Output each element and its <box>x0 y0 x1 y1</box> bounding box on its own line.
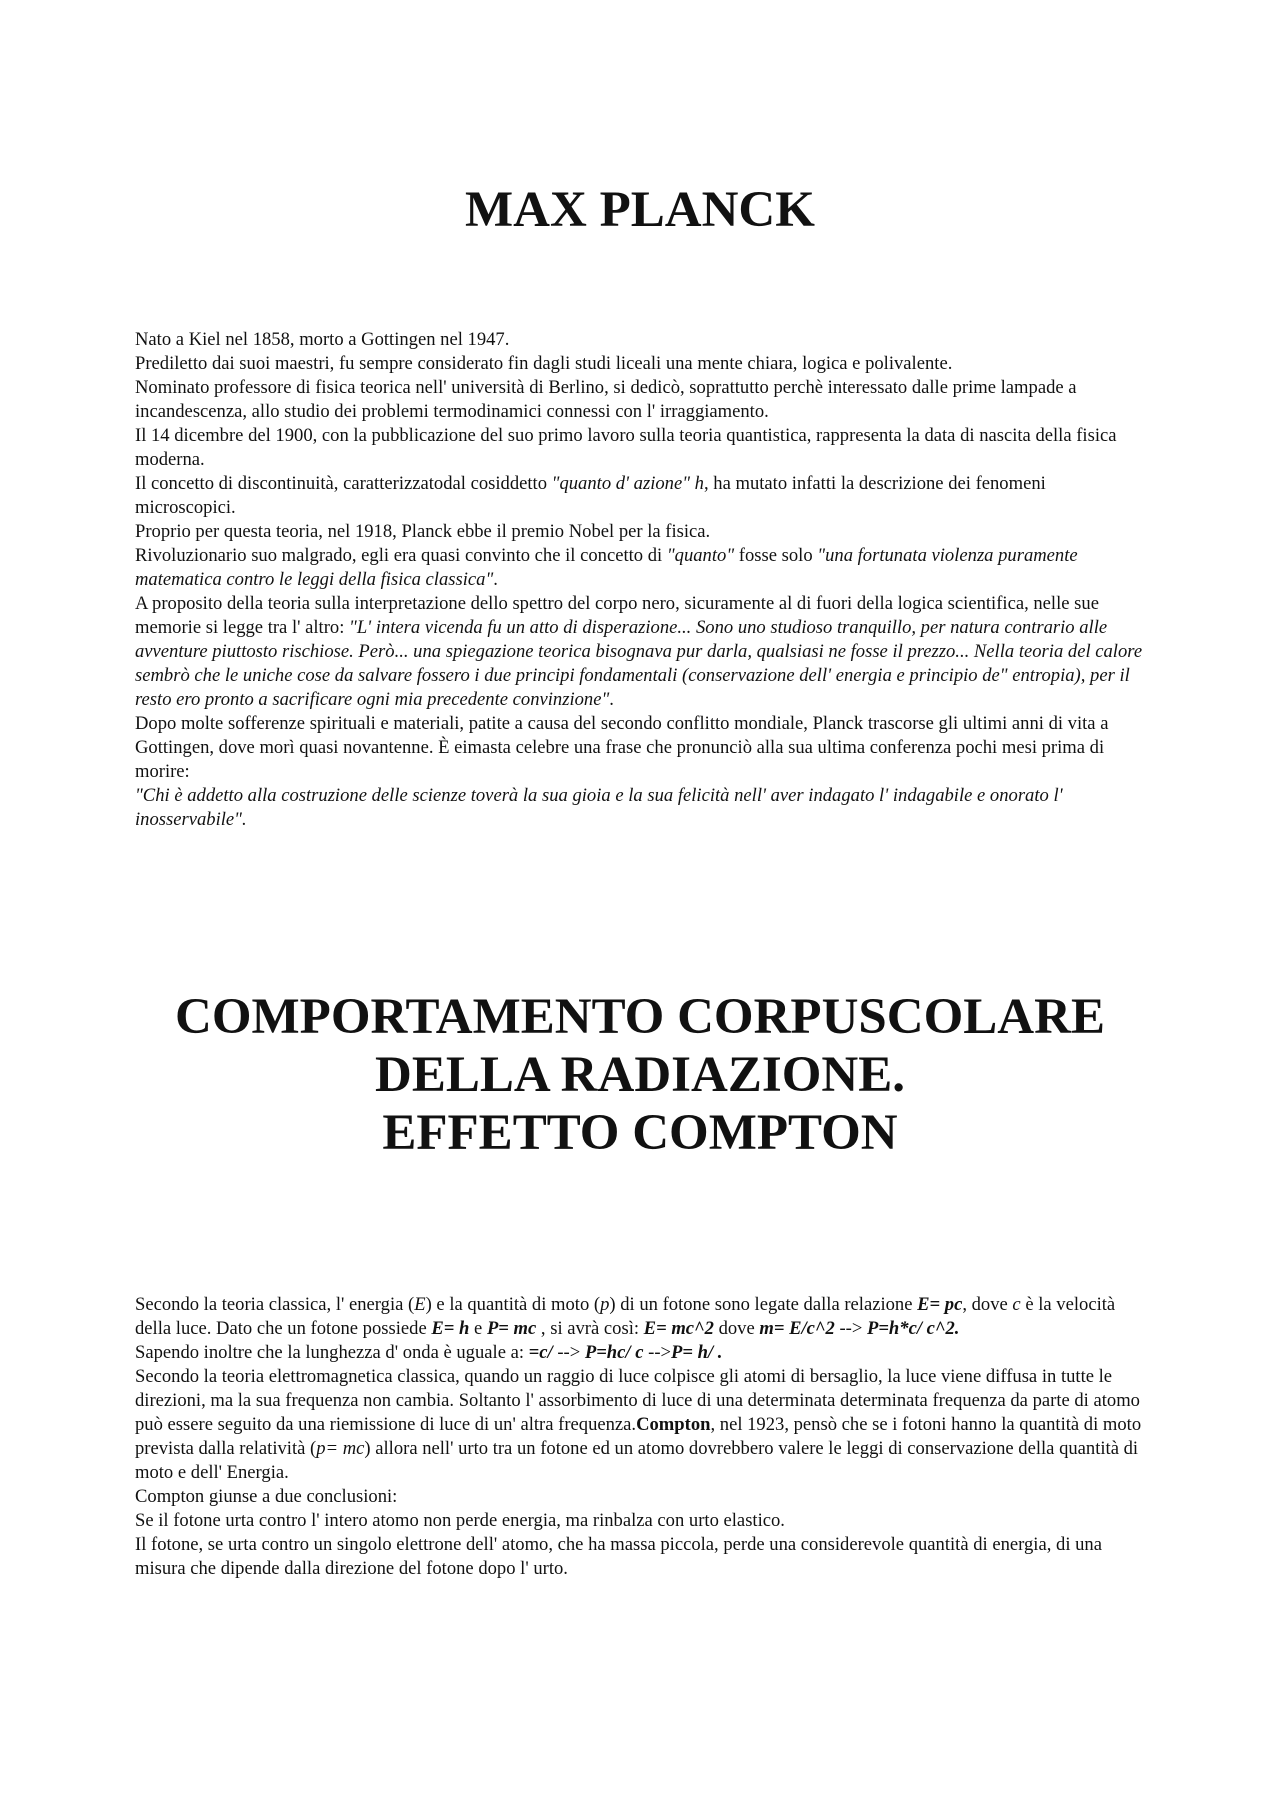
planck-paragraph-6: Proprio per questa teoria, nel 1918, Planck ebbe il premio Nobel per la fisica. <box>135 521 711 542</box>
text-run: fosse solo <box>734 545 818 566</box>
italic-run: E <box>414 1294 426 1315</box>
text-run: Secondo la teoria classica, l' energia ( <box>135 1294 415 1315</box>
planck-section <box>135 328 1145 832</box>
formula-run: m= E/c^2 <box>759 1318 835 1339</box>
title-effetto-compton <box>0 988 1280 1162</box>
formula-run: =c/ <box>528 1342 553 1363</box>
text-run: --> <box>643 1342 672 1363</box>
text-run: , nel 1923, pensò che se i fotoni hanno la quantità di moto prevista dalla relatività ( <box>135 1414 1142 1459</box>
text-run: e <box>469 1318 487 1339</box>
formula-run: P=h*c/ c^2. <box>866 1318 960 1339</box>
formula-run: P= h/ . <box>671 1342 723 1363</box>
italic-run: p <box>600 1294 610 1315</box>
italic-run: p= mc <box>316 1438 365 1459</box>
text-run: ) allora nell' urto tra un fotone ed un atomo dovrebbero valere le leggi di conservazione della quantità di moto e dell' Energia. <box>135 1438 1139 1483</box>
formula-run: E= mc^2 <box>643 1318 714 1339</box>
text-run: , si avrà così: <box>536 1318 644 1339</box>
text-run: ) di un fotone sono legate dalla relazione <box>609 1294 918 1315</box>
compton-paragraph-6: Il fotone, se urta contro un singolo elettrone dell' atomo, che ha massa piccola, perde una considerevole quantità di energia, di una misura che dipende dalla direzione del fotone dopo l' urto. <box>135 1534 1102 1579</box>
text-run: --> <box>834 1318 867 1339</box>
compton-paragraph-3 <box>135 1365 1145 1485</box>
compton-section <box>135 1293 1145 1581</box>
formula-run: E= h <box>431 1318 470 1339</box>
planck-paragraph-2: Prediletto dai suoi maestri, fu sempre considerato fin dagli studi liceali una mente chiara, logica e polivalente. <box>135 353 953 374</box>
planck-paragraph-4: Il 14 dicembre del 1900, con la pubblicazione del suo primo lavoro sulla teoria quantistica, rappresenta la data di nascita della fisica moderna. <box>135 425 1117 470</box>
text-run: dove <box>713 1318 760 1339</box>
title-max-planck: MAX PLANCK <box>465 182 815 238</box>
text-run: Rivoluzionario suo malgrado, egli era quasi convinto che il concetto di <box>135 545 667 566</box>
planck-paragraph-1: Nato a Kiel nel 1858, morto a Gottingen nel 1947. <box>135 329 510 350</box>
text-run: . <box>493 569 498 590</box>
italic-run: "quanto" <box>666 545 735 566</box>
formula-run: P= mc <box>486 1318 537 1339</box>
text-run: A proposito della teoria sulla interpretazione dello spettro del corpo nero, sicuramente al di fuori della logica scientifica, nelle sue memorie si legge tra l' altro: <box>135 593 1099 638</box>
bold-run: Compton <box>636 1414 711 1435</box>
title-line-1: COMPORTAMENTO CORPUSCOLARE <box>175 989 1105 1045</box>
italic-run: c <box>1012 1294 1021 1315</box>
text-run: è la velocità della luce. Dato che un fotone possiede <box>135 1294 1116 1339</box>
formula-run: E= pc <box>917 1294 963 1315</box>
compton-paragraph-5: Se il fotone urta contro l' intero atomo non perde energia, ma rinbalza con urto elastico. <box>135 1510 785 1531</box>
italic-run: "Chi è addetto alla costruzione delle scienze toverà la sua gioia e la sua felicità nell' aver indagato l' indagabile e onorato l' inosservabile". <box>135 785 1063 830</box>
planck-paragraph-9: Dopo molte sofferenze spirituali e materiali, patite a causa del secondo conflitto mondiale, Planck trascorse gli ultimi anni di vita a Gottingen, dove morì quasi novantenne. È eimasta celebre una frase che pronunciò alla sua ultima conferenza pochi mesi prima di morire: <box>135 713 1109 782</box>
compton-paragraph-4: Compton giunse a due conclusioni: <box>135 1486 398 1507</box>
italic-run: "quanto d' azione" h <box>551 473 704 494</box>
text-run: Sapendo inoltre che la lunghezza d' onda è uguale a: <box>135 1342 529 1363</box>
planck-paragraph-8 <box>135 592 1145 712</box>
italic-run: "una fortunata violenza puramente matematica contro le leggi della fisica classica" <box>135 545 1078 590</box>
title-line-2: DELLA RADIAZIONE. <box>375 1047 905 1103</box>
compton-paragraph-2 <box>135 1341 1145 1365</box>
italic-run: "L' intera vicenda fu un atto di disperazione... Sono uno studioso tranquillo, per natura contrario alle avventure piuttosto rischiose. Però... una spiegazione teorica bisognava pur darla, qualsiasi ne fosse il prezzo... Nella teoria del calore sembrò che le uniche cose da salvare fossero i due principi fondamentali (conservazione dell' energia e principio de" entropia), per il resto ero pronto a sacrificare ogni mia precedente convinzione" <box>135 617 1143 710</box>
text-run: . <box>609 689 614 710</box>
planck-quote <box>135 784 1145 832</box>
compton-paragraph-1 <box>135 1293 1145 1341</box>
formula-run: P=hc/ c <box>584 1342 644 1363</box>
title-line-3: EFFETTO COMPTON <box>382 1105 898 1161</box>
text-run: ) e la quantità di moto ( <box>425 1294 601 1315</box>
text-run: Il concetto di discontinuità, caratterizzatodal cosiddetto <box>135 473 552 494</box>
text-run: Secondo la teoria elettromagnetica classica, quando un raggio di luce colpisce gli atomi di bersaglio, la luce viene diffusa in tutte le direzioni, ma la sua frequenza non cambia. Soltanto l' assorbimento di luce di una determinata determinata frequenza da parte di atomo può essere seguito da una riemissione di luce di un' altra frequenza. <box>135 1366 1140 1435</box>
planck-paragraph-7 <box>135 544 1145 592</box>
planck-paragraph-3: Nominato professore di fisica teorica nell' università di Berlino, si dedicò, soprattutto perchè interessato dalle prime lampade a incandescenza, allo studio dei problemi termodinamici connessi con l' irraggiamento. <box>135 377 1077 422</box>
planck-paragraph-5 <box>135 472 1145 520</box>
text-run: , ha mutato infatti la descrizione dei fenomeni microscopici. <box>135 473 1046 518</box>
text-run: --> <box>552 1342 585 1363</box>
text-run: , dove <box>962 1294 1013 1315</box>
